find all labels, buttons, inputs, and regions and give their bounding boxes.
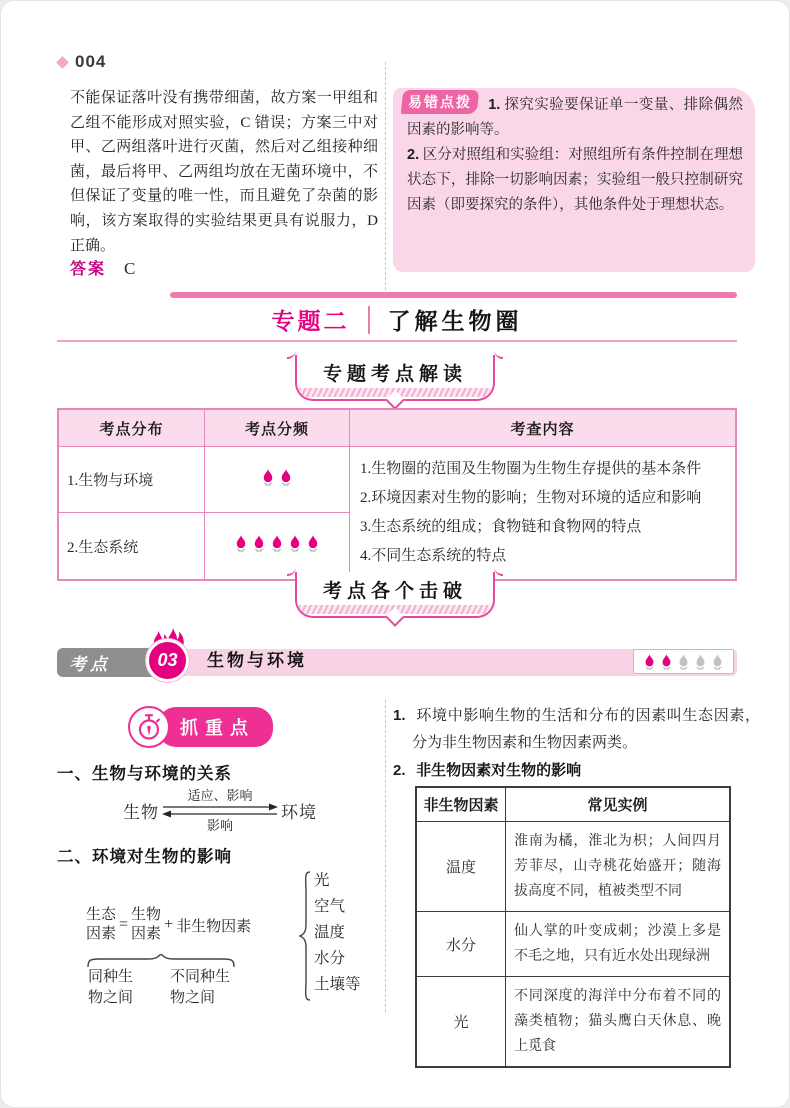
error-tips-body — [407, 93, 743, 218]
relation-arrows — [161, 803, 279, 818]
plus-sign: + — [164, 916, 174, 933]
exam-point-name: 1.生物与环境 — [58, 447, 205, 513]
vertical-brace — [298, 870, 312, 1002]
point-1-text: 环境中影响生物的生活和分布的因素叫生态因素，分为非生物因素和生物因素两类。 — [412, 708, 760, 751]
content-item: 4.不同生态系统的特点 — [360, 548, 507, 564]
answer-line — [70, 256, 135, 279]
answer-value: C — [124, 259, 136, 278]
relation-arrows-block — [161, 788, 279, 833]
term-ecological-factors: 生态 因素 — [86, 907, 117, 942]
topic-title: 了解生物圈 — [387, 308, 523, 334]
term-biotic-factors: 生物 因素 — [131, 907, 162, 942]
table-row — [58, 447, 736, 513]
heading-environment-effect: 二、环境对生物的影响 — [57, 848, 232, 866]
key-points-badge — [128, 706, 273, 748]
col-header-factor: 非生物因素 — [416, 787, 506, 822]
content-item: 3.生态系统的组成；食物链和食物网的特点 — [360, 519, 642, 535]
col-header-content: 考查内容 — [350, 409, 737, 447]
relation-bottom-label: 影响 — [206, 818, 233, 833]
tip-item-2-number: 2. — [407, 147, 420, 163]
abiotic-item: 光 — [314, 872, 330, 889]
stopwatch-icon — [128, 706, 170, 748]
heading-relationship: 一、生物与环境的关系 — [57, 765, 232, 783]
page-number-block — [58, 52, 106, 72]
point-2-text: 非生物因素对生物的影响 — [412, 762, 582, 779]
abiotic-item: 土壤等 — [314, 976, 361, 993]
term-abiotic-factors: 非生物因素 — [176, 918, 252, 935]
exam-point-name: 2.生态系统 — [58, 513, 205, 580]
banner-point-breakdown-text: 考点各个击破 — [322, 581, 468, 602]
content-item: 1.生物圈的范围及生物圈为生物生存提供的基本条件 — [360, 461, 702, 477]
col-header-distribution: 考点分布 — [58, 409, 205, 447]
section-number-circle — [146, 639, 189, 682]
key-points-pill — [158, 707, 273, 747]
abiotic-item: 温度 — [314, 924, 346, 941]
table-row — [416, 977, 730, 1068]
subterm-different-species: 不同种生 物之间 — [170, 969, 231, 1006]
abiotic-item: 空气 — [314, 898, 346, 915]
table-row — [416, 912, 730, 977]
horizontal-brace — [86, 954, 236, 968]
abiotic-factors-list — [314, 868, 361, 998]
equals-sign: = — [119, 916, 129, 933]
error-tips-tab-label: 易错点拨 — [408, 94, 472, 110]
answer-label: 答案 — [70, 261, 107, 278]
relation-left-term: 生物 — [123, 803, 159, 822]
point-2 — [393, 757, 760, 784]
tip-item-1-number: 1. — [488, 97, 501, 113]
col-header-frequency: 考点分频 — [205, 409, 350, 447]
relation-top-label: 适应、影响 — [187, 788, 253, 803]
formula-main-row — [86, 906, 251, 944]
point-1-number: 1. — [393, 707, 406, 724]
content-item: 2.环境因素对生物的影响；生物对环境的适应和影响 — [360, 490, 702, 506]
exam-points-table — [57, 408, 737, 581]
topic-separator — [368, 306, 370, 334]
banner-topic-analysis — [295, 355, 495, 401]
tip-item-2 — [407, 143, 743, 218]
tip-item-1 — [407, 93, 743, 143]
difficulty-rating — [633, 649, 734, 674]
abiotic-item: 水分 — [314, 950, 346, 967]
column-divider-top — [385, 62, 386, 290]
factor-name: 温度 — [416, 822, 506, 912]
answer-explanation-paragraph: 不能保证落叶没有携带细菌，故方案一甲组和乙组不能形成对照实验，C 错误；方案三中对甲、乙两组落叶进行灭菌，然后对乙组接种细菌，最后将甲、乙两组均放在无菌环境中，不但保证了变量的唯一性，而且避免了杂菌的影响，该方案取得的实验结果更具有说服力，D 正确。 — [70, 90, 378, 254]
factor-example: 仙人掌的叶变成刺；沙漠上多是不毛之地，只有近水处出现绿洲 — [506, 912, 731, 977]
topic-header-underline — [57, 340, 737, 342]
difficulty-flame-icons — [643, 654, 724, 670]
diamond-icon — [56, 56, 69, 69]
banner-topic-analysis-text: 专题考点解读 — [322, 364, 468, 385]
section-number: 03 — [157, 650, 178, 670]
ecological-factors-formula — [86, 868, 386, 1018]
factor-example: 淮南为橘，淮北为枳；人间四月芳菲尽，山寺桃花始盛开；随海拔高度不同，植被类型不同 — [506, 822, 731, 912]
point-1 — [393, 702, 760, 757]
point-2-number: 2. — [393, 762, 406, 779]
section-label: 考点 — [69, 655, 111, 674]
organism-environment-diagram — [88, 788, 352, 833]
col-header-examples: 常见实例 — [506, 787, 731, 822]
relation-right-term: 环境 — [281, 803, 317, 822]
table-header-row — [416, 787, 730, 822]
exam-content-cell — [350, 447, 737, 581]
factor-example: 不同深度的海洋中分布着不同的藻类植物；猫头鹰白天休息、晚上觅食 — [506, 977, 731, 1068]
subterm-same-species: 同种生 物之间 — [88, 969, 134, 1006]
table-header-row — [58, 409, 736, 447]
factor-name: 水分 — [416, 912, 506, 977]
tip-item-2-text: 区分对照组和实验组：对照组所有条件控制在理想状态下，排除一切影响因素；实验组一般只控制研究因素（即要探究的条件），其他条件处于理想状态。 — [407, 147, 743, 213]
table-row — [416, 822, 730, 912]
banner-point-breakdown — [295, 572, 495, 618]
flame-icons — [234, 535, 320, 552]
topic-header — [57, 303, 737, 336]
factor-name: 光 — [416, 977, 506, 1068]
abiotic-examples-table — [415, 786, 731, 1068]
topic-header-bar — [170, 292, 737, 298]
section-header-kaodian-03 — [57, 626, 737, 678]
section-title: 生物与环境 — [207, 651, 307, 670]
frequency-flames — [205, 513, 350, 580]
tip-item-1-text: 探究实验要保证单一变量、排除偶然因素的影响等。 — [407, 97, 743, 138]
flame-icons — [261, 469, 293, 486]
key-points-label: 抓重点 — [180, 718, 255, 738]
page-number: 004 — [75, 52, 107, 71]
frequency-flames — [205, 447, 350, 513]
error-tips-box — [393, 88, 755, 272]
topic-badge: 专题二 — [271, 308, 350, 334]
